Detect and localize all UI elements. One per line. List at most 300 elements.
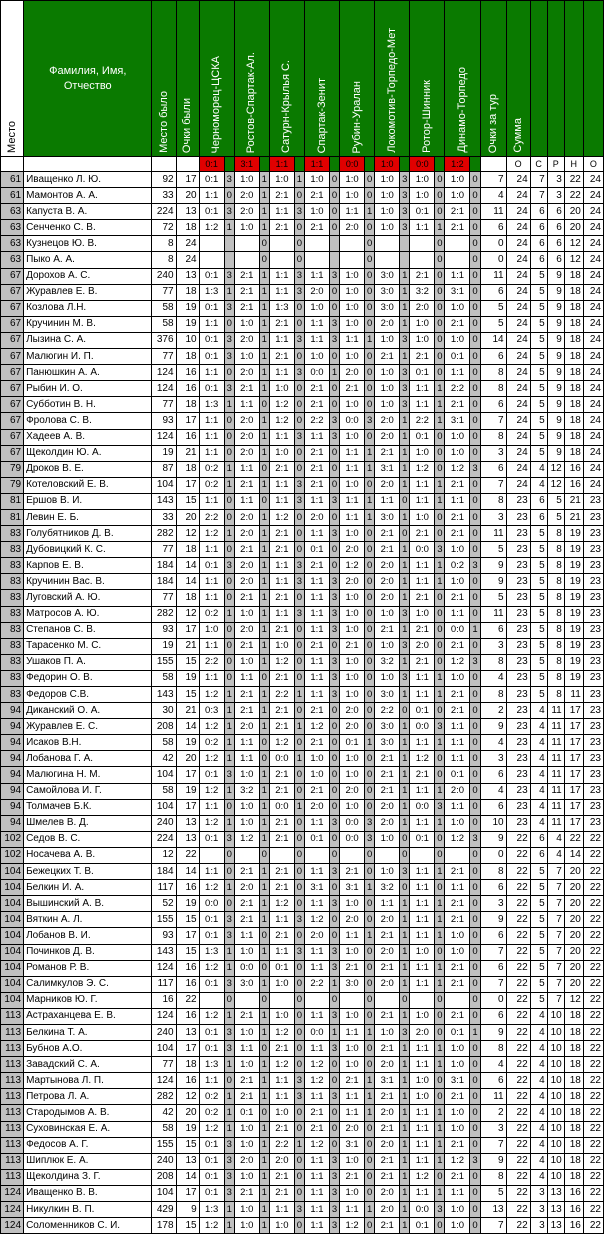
stat-cell: 16 <box>564 1202 583 1218</box>
tour-points-cell: 14 <box>480 332 506 348</box>
match-points-cell: 0 <box>294 976 304 992</box>
stat-cell: 5 <box>530 896 547 912</box>
forecast-cell: 1:0 <box>410 445 435 461</box>
match-points-cell: 0 <box>470 349 480 365</box>
place-was-cell: 87 <box>152 461 176 477</box>
stat-cell: 18 <box>564 268 583 284</box>
forecast-cell: 1:1 <box>234 751 259 767</box>
forecast-cell: 2:1 <box>304 188 329 204</box>
place-cell: 63 <box>1 204 24 220</box>
match-points-cell: 0 <box>470 1073 480 1089</box>
forecast-cell: 2:2 <box>199 654 224 670</box>
match-points-cell: 0 <box>435 751 445 767</box>
stat-cell: 11 <box>564 687 583 703</box>
forecast-cell: 0:1 <box>199 349 224 365</box>
stat-cell: 13 <box>547 1202 564 1218</box>
match-points-cell: 0 <box>435 880 445 896</box>
match-points-cell: 1 <box>435 976 445 992</box>
place-cell: 104 <box>1 928 24 944</box>
forecast-cell: 1:1 <box>269 477 294 493</box>
stat-cell: 19 <box>564 542 583 558</box>
points-were-cell: 10 <box>176 332 199 348</box>
table-row <box>1 1073 604 1089</box>
stat-cell: 18 <box>564 1169 583 1185</box>
match-points-cell: 1 <box>435 1153 445 1169</box>
forecast-cell: 2:1 <box>445 1169 470 1185</box>
points-were-cell: 16 <box>176 429 199 445</box>
forecast-cell: 1:1 <box>445 719 470 735</box>
forecast-cell: 2:0 <box>304 799 329 815</box>
forecast-cell: 1:0 <box>340 767 365 783</box>
match-header-2: Ростов-Спартак-Ал. <box>234 1 269 157</box>
forecast-cell: 1:0 <box>340 526 365 542</box>
forecast-cell <box>410 236 435 252</box>
stat-cell: 19 <box>564 590 583 606</box>
forecast-cell: 1:0 <box>340 670 365 686</box>
forecast-cell: 1:1 <box>445 268 470 284</box>
forecast-cell: 2:1 <box>304 783 329 799</box>
stat-cell: 18 <box>564 1153 583 1169</box>
sum-cell: 24 <box>506 461 530 477</box>
place-cell: 67 <box>1 413 24 429</box>
stat-cell: 22 <box>583 944 603 960</box>
name-cell: Котеловский Е. В. <box>24 477 152 493</box>
forecast-cell: 1:1 <box>340 1089 365 1105</box>
match-points-cell: 1 <box>259 912 269 928</box>
table-row <box>1 558 604 574</box>
forecast-cell <box>234 252 259 268</box>
forecast-cell: 1:0 <box>445 1218 470 1234</box>
stat-cell: 16 <box>564 477 583 493</box>
forecast-cell: 1:2 <box>269 509 294 525</box>
forecast-cell: 2:0 <box>234 332 259 348</box>
match-points-cell: 1 <box>259 1202 269 1218</box>
forecast-cell: 3:1 <box>340 880 365 896</box>
match-points-cell: 0 <box>294 847 304 863</box>
match-points-cell: 1 <box>400 735 410 751</box>
forecast-cell: 0:0 <box>234 960 259 976</box>
forecast-cell: 1:2 <box>234 831 259 847</box>
forecast-cell: 2:1 <box>375 542 400 558</box>
match-points-cell: 1 <box>224 1121 234 1137</box>
match-points-cell: 1 <box>259 1169 269 1185</box>
match-points-cell: 1 <box>259 1057 269 1073</box>
sum-cell: 23 <box>506 783 530 799</box>
match-points-cell: 0 <box>330 477 340 493</box>
forecast-cell: 1:0 <box>304 349 329 365</box>
stat-cell: 7 <box>530 172 547 188</box>
stat-cell: 4 <box>530 1105 547 1121</box>
stat-cell: 5 <box>530 268 547 284</box>
place-was-cell: 16 <box>152 992 176 1008</box>
forecast-cell: 1:1 <box>199 638 224 654</box>
table-row <box>1 590 604 606</box>
forecast-cell: 2:2 <box>304 413 329 429</box>
match-points-cell: 1 <box>259 1089 269 1105</box>
forecast-cell: 2:1 <box>375 767 400 783</box>
forecast-cell: 1:0 <box>269 381 294 397</box>
stat-cell: 22 <box>583 880 603 896</box>
points-were-cell: 20 <box>176 188 199 204</box>
forecast-cell: 1:0 <box>340 268 365 284</box>
points-were-cell: 17 <box>176 767 199 783</box>
stat-cell: 3 <box>547 188 564 204</box>
place-cell: 94 <box>1 783 24 799</box>
match-points-cell: 3 <box>294 912 304 928</box>
stat-cell: 10 <box>547 1169 564 1185</box>
match-points-cell: 0 <box>330 188 340 204</box>
stat-cell: 24 <box>583 445 603 461</box>
forecast-cell: 1:1 <box>304 606 329 622</box>
match-points-cell: 0 <box>365 783 375 799</box>
table-row <box>1 847 604 863</box>
match-points-cell: 3 <box>330 429 340 445</box>
forecast-cell: 1:1 <box>410 381 435 397</box>
forecast-cell: 1:0 <box>304 172 329 188</box>
tour-points-cell: 6 <box>480 220 506 236</box>
match-points-cell: 3 <box>294 1089 304 1105</box>
forecast-cell <box>269 847 294 863</box>
forecast-cell: 2:0 <box>375 944 400 960</box>
match-points-cell: 3 <box>330 268 340 284</box>
forecast-cell: 0:1 <box>199 172 224 188</box>
tour-points-cell: 5 <box>480 542 506 558</box>
match-points-cell: 1 <box>259 332 269 348</box>
stat-cell: 23 <box>583 815 603 831</box>
place-cell: 83 <box>1 542 24 558</box>
name-cell: Степанов С. В. <box>24 622 152 638</box>
place-cell: 67 <box>1 365 24 381</box>
stat-cell: 19 <box>564 574 583 590</box>
table-row <box>1 831 604 847</box>
forecast-cell <box>304 992 329 1008</box>
match-points-cell: 0 <box>435 1089 445 1105</box>
place-was-cell: 376 <box>152 332 176 348</box>
forecast-cell: 0:0 <box>410 799 435 815</box>
forecast-cell: 1:0 <box>340 896 365 912</box>
stat-cell: 4 <box>530 1169 547 1185</box>
points-were-cell: 19 <box>176 300 199 316</box>
forecast-cell: 3:0 <box>375 284 400 300</box>
stat-cell: 21 <box>564 493 583 509</box>
match-points-cell: 0 <box>365 670 375 686</box>
forecast-cell: 2:1 <box>375 1121 400 1137</box>
place-cell: 83 <box>1 638 24 654</box>
stat-cell: 5 <box>530 574 547 590</box>
match-points-cell: 3 <box>330 316 340 332</box>
forecast-cell: 1:1 <box>445 799 470 815</box>
stat-cell: 5 <box>530 381 547 397</box>
match-points-cell: 0 <box>330 735 340 751</box>
place-cell: 104 <box>1 912 24 928</box>
forecast-cell: 1:2 <box>199 960 224 976</box>
sum-cell: 23 <box>506 735 530 751</box>
forecast-cell: 1:1 <box>340 461 365 477</box>
stat-cell: 8 <box>547 574 564 590</box>
forecast-cell: 1:1 <box>234 1041 259 1057</box>
match-points-cell: 0 <box>435 1169 445 1185</box>
match-points-cell: 0 <box>365 992 375 1008</box>
match-points-cell: 1 <box>259 316 269 332</box>
sum-cell: 24 <box>506 220 530 236</box>
stat-cell: 24 <box>583 365 603 381</box>
match-points-cell: 0 <box>365 477 375 493</box>
match-points-cell: 1 <box>259 1073 269 1089</box>
stat-cell: 24 <box>583 349 603 365</box>
match-points-cell: 1 <box>400 799 410 815</box>
match-points-cell: 0 <box>294 960 304 976</box>
match-points-cell: 1 <box>435 670 445 686</box>
table-row <box>1 413 604 429</box>
stat-cell: 17 <box>564 799 583 815</box>
match-points-cell: 1 <box>400 590 410 606</box>
name-cell: Капуста В. А. <box>24 204 152 220</box>
forecast-cell: 1:0 <box>340 606 365 622</box>
match-points-cell: 0 <box>294 381 304 397</box>
match-points-cell: 3 <box>224 1185 234 1201</box>
tour-points-cell: 10 <box>480 815 506 831</box>
match-points-cell: 0 <box>470 896 480 912</box>
forecast-cell: 1:1 <box>304 268 329 284</box>
table-row <box>1 719 604 735</box>
table-row <box>1 654 604 670</box>
match-points-cell: 3 <box>330 1185 340 1201</box>
table-row <box>1 767 604 783</box>
match-points-cell: 3 <box>330 1008 340 1024</box>
place-was-cell: 8 <box>152 236 176 252</box>
match-points-cell: 3 <box>400 397 410 413</box>
stat-cell: 23 <box>583 590 603 606</box>
tour-points-cell: 6 <box>480 1073 506 1089</box>
forecast-cell: 2:0 <box>375 799 400 815</box>
forecast-cell: 1:1 <box>410 783 435 799</box>
forecast-cell: 2:1 <box>375 960 400 976</box>
forecast-cell: 2:1 <box>269 928 294 944</box>
forecast-cell: 2:1 <box>410 654 435 670</box>
match-points-cell: 1 <box>435 397 445 413</box>
forecast-cell: 1:1 <box>269 944 294 960</box>
match-points-cell: 1 <box>400 1169 410 1185</box>
match-points-cell: 1 <box>259 574 269 590</box>
stat-cell: 20 <box>564 976 583 992</box>
stat-cell: 9 <box>547 445 564 461</box>
match-points-cell: 1 <box>294 687 304 703</box>
match-points-cell: 1 <box>259 365 269 381</box>
stat-cell: 21 <box>564 509 583 525</box>
forecast-cell: 0:2 <box>199 1089 224 1105</box>
forecast-cell: 2:0 <box>340 220 365 236</box>
points-were-cell: 13 <box>176 204 199 220</box>
forecast-cell: 0:0 <box>340 815 365 831</box>
forecast-cell: 0:1 <box>445 767 470 783</box>
forecast-cell: 2:1 <box>304 381 329 397</box>
match-points-cell: 1 <box>400 509 410 525</box>
sum-cell: 22 <box>506 992 530 1008</box>
match-points-cell: 1 <box>259 1153 269 1169</box>
tour-points-cell: 9 <box>480 912 506 928</box>
place-header: Место <box>1 1 24 157</box>
match-points-cell: 1 <box>400 429 410 445</box>
forecast-cell: 0:0 <box>304 1024 329 1040</box>
forecast-cell: 1:0 <box>375 172 400 188</box>
forecast-cell: 2:1 <box>340 960 365 976</box>
points-were-cell: 16 <box>176 1008 199 1024</box>
stat-cell: 24 <box>583 381 603 397</box>
name-cell: Щеколдин Ю. А. <box>24 445 152 461</box>
forecast-cell <box>269 252 294 268</box>
match-points-cell: 0 <box>365 606 375 622</box>
table-row <box>1 944 604 960</box>
place-was-cell: 155 <box>152 1137 176 1153</box>
stat-cell: 18 <box>564 1024 583 1040</box>
match-points-cell: 0 <box>435 172 445 188</box>
forecast-cell: 2:1 <box>234 284 259 300</box>
place-cell: 124 <box>1 1185 24 1201</box>
forecast-cell: 1:0 <box>269 1105 294 1121</box>
match-points-cell: 0 <box>259 992 269 1008</box>
stat-cell: 12 <box>564 992 583 1008</box>
forecast-cell: 1:1 <box>410 1137 435 1153</box>
place-cell: 94 <box>1 735 24 751</box>
match-points-cell: 0 <box>294 316 304 332</box>
stat-cell: 18 <box>564 365 583 381</box>
match-points-cell: 3 <box>330 896 340 912</box>
match-points-cell: 0 <box>470 429 480 445</box>
tour-points-cell: 4 <box>480 670 506 686</box>
place-was-cell: 143 <box>152 944 176 960</box>
forecast-cell: 1:2 <box>269 1057 294 1073</box>
match-points-cell: 1 <box>435 1185 445 1201</box>
match-points-cell: 3 <box>330 493 340 509</box>
match-points-cell: 0 <box>294 783 304 799</box>
match-points-cell: 0 <box>470 509 480 525</box>
tour-points-cell: 2 <box>480 1105 506 1121</box>
forecast-cell: 2:1 <box>269 622 294 638</box>
match-points-cell: 0 <box>365 284 375 300</box>
place-was-cell: 58 <box>152 1121 176 1137</box>
forecast-cell: 0:1 <box>199 767 224 783</box>
forecast-cell: 1:0 <box>445 300 470 316</box>
forecast-cell: 1:1 <box>234 735 259 751</box>
match-points-cell: 1 <box>365 1202 375 1218</box>
forecast-cell: 3:2 <box>410 284 435 300</box>
tour-points-header: Очки за тур <box>480 1 506 157</box>
sum-cell: 23 <box>506 590 530 606</box>
forecast-cell: 2:1 <box>234 687 259 703</box>
tour-points-cell: 9 <box>480 1153 506 1169</box>
tour-points-cell: 6 <box>480 880 506 896</box>
place-cell: 83 <box>1 654 24 670</box>
forecast-cell: 2:2 <box>304 976 329 992</box>
result-8: 1:2 <box>445 157 470 172</box>
tour-points-cell: 3 <box>480 509 506 525</box>
match-points-cell: 1 <box>224 944 234 960</box>
place-was-cell: 58 <box>152 300 176 316</box>
match-points-cell: 1 <box>400 1008 410 1024</box>
match-points-cell: 0 <box>470 188 480 204</box>
forecast-cell: 1:1 <box>410 928 435 944</box>
points-were-cell: 18 <box>176 284 199 300</box>
match-points-cell: 0 <box>470 1218 480 1234</box>
stat-cell: 11 <box>547 751 564 767</box>
sum-cell: 23 <box>506 670 530 686</box>
place-was-cell: 240 <box>152 1153 176 1169</box>
stat-cell: 6 <box>530 831 547 847</box>
match-points-cell: 0 <box>470 542 480 558</box>
forecast-cell: 2:1 <box>375 1218 400 1234</box>
match-points-cell: 0 <box>365 1153 375 1169</box>
forecast-cell: 2:1 <box>234 638 259 654</box>
place-was-cell: 124 <box>152 429 176 445</box>
table-row <box>1 896 604 912</box>
match-points-cell: 1 <box>224 526 234 542</box>
match-points-cell: 0 <box>365 687 375 703</box>
forecast-cell: 1:1 <box>199 590 224 606</box>
match-points-cell <box>400 252 410 268</box>
forecast-cell: 1:0 <box>445 172 470 188</box>
forecast-cell: 1:2 <box>340 1218 365 1234</box>
match-points-cell: 0 <box>294 896 304 912</box>
points-were-cell: 14 <box>176 574 199 590</box>
match-points-cell: 0 <box>224 493 234 509</box>
match-points-cell: 0 <box>435 284 445 300</box>
stat-cell: 18 <box>564 300 583 316</box>
match-points-cell: 0 <box>365 349 375 365</box>
match-header-4: Спартак-Зенит <box>304 1 339 157</box>
name-cell: Бубнов А.О. <box>24 1041 152 1057</box>
points-were-cell: 15 <box>176 1218 199 1234</box>
stat-cell: 6 <box>547 220 564 236</box>
stat-cell: 12 <box>547 461 564 477</box>
stat-cell: 19 <box>564 638 583 654</box>
points-were-cell: 13 <box>176 815 199 831</box>
place-cell: 104 <box>1 896 24 912</box>
stat-cell: 22 <box>583 831 603 847</box>
forecast-cell: 2:1 <box>234 864 259 880</box>
match-points-cell: 0 <box>365 912 375 928</box>
forecast-cell: 1:0 <box>375 332 400 348</box>
stat-cell: 24 <box>583 332 603 348</box>
stat-cell: 7 <box>547 912 564 928</box>
forecast-cell: 1:1 <box>304 590 329 606</box>
sum-cell: 22 <box>506 896 530 912</box>
name-cell: Петрова Л. А. <box>24 1089 152 1105</box>
match-points-cell: 0 <box>400 493 410 509</box>
stat-cell: 4 <box>530 783 547 799</box>
tour-points-cell: 8 <box>480 687 506 703</box>
table-row <box>1 1105 604 1121</box>
match-points-cell: 3 <box>224 204 234 220</box>
match-points-cell: 0 <box>294 1057 304 1073</box>
forecast-cell: 0:1 <box>199 300 224 316</box>
name-cell: Соломенников С. И. <box>24 1218 152 1234</box>
match-points-cell: 0 <box>224 188 234 204</box>
name-cell: Белкина Т. А. <box>24 1024 152 1040</box>
place-was-cell: 92 <box>152 172 176 188</box>
match-points-cell: 0 <box>470 1105 480 1121</box>
stat-cell: 24 <box>583 413 603 429</box>
forecast-cell: 1:2 <box>199 526 224 542</box>
match-points-cell: 0 <box>365 172 375 188</box>
forecast-cell: 2:1 <box>269 783 294 799</box>
tour-points-cell: 7 <box>480 976 506 992</box>
match-points-cell: 1 <box>330 976 340 992</box>
match-points-cell: 0 <box>294 831 304 847</box>
forecast-cell: 2:0 <box>445 783 470 799</box>
match-points-cell: 0 <box>365 365 375 381</box>
match-points-cell: 1 <box>365 493 375 509</box>
forecast-cell: 1:0 <box>375 397 400 413</box>
